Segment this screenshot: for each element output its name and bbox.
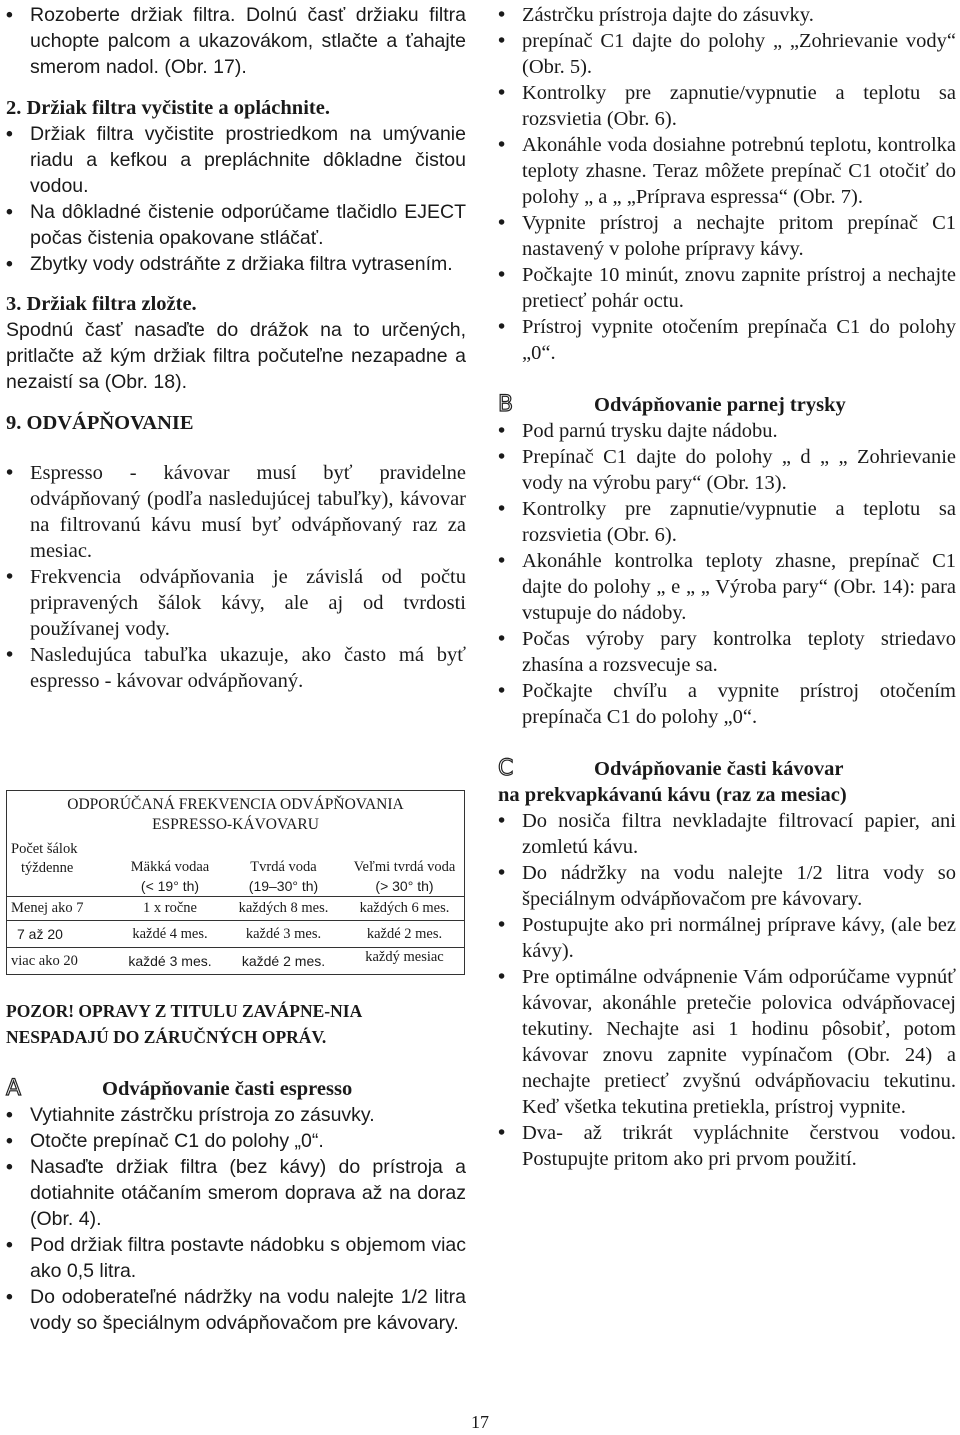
section-b-list (498, 418, 956, 730)
list-item: • Akonáhle kontrolka teploty zhasne, prepínač C1 dajte do polohy „ e „ „ Výroba pary“ (Obr. 14): para vstupuje do nádoby. (498, 548, 956, 626)
list-item: • Do nosiča filtra nevkladajte filtrovací papier, ani zomletú kávu. (498, 808, 956, 860)
table-cell: každé 4 mes. (118, 921, 222, 948)
table-cell: každé 3 mes. (118, 948, 222, 975)
section-c-subtitle: na prekvapkávanú kávu (raz za mesiac) (498, 784, 847, 806)
intro-list (6, 2, 466, 80)
list-item: • Držiak filtra vyčistite prostriedkom na umývanie riadu a kefkou a prepláchnite dôkladne čistou vodou. (6, 121, 466, 199)
table-cell: 1 x ročne (118, 897, 222, 921)
header-name: Mäkká vodaa (130, 859, 210, 875)
decalcification-frequency-table (6, 790, 465, 975)
table-title-line1: ODPORÚČANÁ FREKVENCIA ODVÁPŇOVANIA (67, 796, 404, 813)
list-item: • Pod držiak filtra postavte nádobku s objemom viac ako 0,5 litra. (6, 1232, 466, 1284)
table-cell: každý mesiac (345, 948, 465, 975)
section-a-title: Odvápňovanie časti espresso (102, 1078, 353, 1100)
table-header-cell (222, 838, 345, 897)
step3-heading: 3. Držiak filtra zložte. (6, 293, 197, 315)
list-item: • Dva- až trikrát vypláchnite čerstvou vodou. Postupujte pritom ako pri prvom použití. (498, 1120, 956, 1172)
left-column-lower (6, 998, 466, 1336)
list-item: • Vytiahnite zástrčku prístroja zo zásuvky. (6, 1102, 466, 1128)
table-cell: každých 6 mes. (345, 897, 465, 921)
table-caption (7, 791, 465, 839)
corner-label-2: týždenne (21, 860, 74, 876)
section-c-list (498, 808, 956, 1172)
list-item: • Zástrčku prístroja dajte do zásuvky. (498, 2, 956, 28)
section-c-heading (498, 756, 956, 782)
list-item: • Počkajte 10 minút, znovu zapnite prístroj a nechajte pretiecť pohár octu. (498, 262, 956, 314)
table-header-cell (118, 838, 222, 897)
table-cell: každé 2 mes. (222, 948, 345, 975)
section-a-heading (6, 1076, 466, 1102)
list-item: • Do nádržky na vodu nalejte 1/2 litra vody so špeciálnym odvápňovačom pre kávovary. (498, 860, 956, 912)
row-label: viac ako 20 (7, 948, 119, 975)
table-row (7, 921, 465, 948)
list-item: • Rozoberte držiak filtra. Dolnú časť držiaku filtra uchopte palcom a ukazovákom, stlačte a ťahajte smerom nadol. (Obr. 17). (6, 2, 466, 80)
header-range: (19–30° th) (248, 878, 319, 894)
list-item: • Prepínač C1 dajte do polohy „ d „ „ Zohrievanie vody na výrobu pary“ (Obr. 13). (498, 444, 956, 496)
right-top-list (498, 2, 956, 366)
list-item: • Akonáhle voda dosiahne potrebnú teplotu, kontrolka teploty zhasne. Teraz môžete prepínač C1 otočiť do polohy „ a „ „Príprava espressa“ (Obr. 7). (498, 132, 956, 210)
section-a-list (6, 1102, 466, 1336)
list-item: • Postupujte ako pri normálnej príprave kávy, (ale bez kávy). (498, 912, 956, 964)
warning-text: POZOR! OPRAVY Z TITULU ZAVÁPNE-NIA NESPADAJÚ DO ZÁRUČNÝCH OPRÁV. (6, 1001, 362, 1047)
list-item: • Počas výroby pary kontrolka teploty striedavo zhasína a rozsvecuje sa. (498, 626, 956, 678)
header-name: Veľmi tvrdá voda (353, 859, 456, 875)
section-c-letter: C (498, 756, 514, 781)
list-item: • Frekvencia odvápňovania je závislá od počtu pripravených šálok kávy, ale aj od tvrdosti používanej vody. (6, 564, 466, 642)
left-column (6, 0, 466, 694)
section-a-letter: A (6, 1076, 22, 1101)
table-cell: každé 2 mes. (345, 921, 465, 948)
list-item: • Zbytky vody odstráňte z držiaka filtra vytrasením. (6, 251, 466, 277)
list-item: • Prístroj vypnite otočením prepínača C1 do polohy „0“. (498, 314, 956, 366)
step3-text: Spodnú časť nasaďte do drážok na to určených, pritlačte až kým držiak filtra počuteľne nezapadne a nezaistí sa (Obr. 18). (6, 319, 466, 393)
list-item: • Pre optimálne odvápnenie Vám odporúčame vypnúť kávovar, akonáhle pretečie polovica odvápňovacej tekutiny. Nechajte asi 1 hodinu pôsobiť, potom kávovar znovu zapnite vypínačom (Obr. 24) a nechajte pretiecť zvyšnú odvápňovaciu tekutinu. Keď všetka tekutina pretiekla, prístroj vypnite. (498, 964, 956, 1120)
table-row (7, 897, 465, 921)
step2-list (6, 121, 466, 277)
list-item: • Pod parnú trysku dajte nádobu. (498, 418, 956, 444)
list-item: • Espresso - kávovar musí byť pravidelne odvápňovaný (podľa nasledujúcej tabuľky), kávovar na filtrovanú kávu musí byť odvápňovaný raz za mesiac. (6, 460, 466, 564)
list-item: • prepínač C1 dajte do polohy „ „Zohrievanie vody“ (Obr. 5). (498, 28, 956, 80)
section9-heading: 9. ODVÁPŇOVANIE (6, 412, 194, 434)
page-number: 17 (471, 1412, 489, 1432)
section-b-letter: B (498, 392, 514, 417)
step2-heading: 2. Držiak filtra vyčistite a opláchnite. (6, 97, 330, 119)
section-c-title: Odvápňovanie časti kávovar (594, 758, 844, 780)
list-item: • Otočte prepínač C1 do polohy „0“. (6, 1128, 466, 1154)
row-label: Menej ako 7 (7, 897, 119, 921)
corner-label-1: Počet šálok (11, 841, 78, 857)
list-item: • Do odoberateľné nádržky na vodu nalejte 1/2 litra vody so špeciálnym odvápňovačom pre kávovary. (6, 1284, 466, 1336)
section-b-title: Odvápňovanie parnej trysky (594, 394, 846, 416)
right-column (498, 0, 956, 1172)
list-item: • Nasaďte držiak filtra (bez kávy) do prístroja a dotiahnite otáčaním smerom doprava až na doraz (Obr. 4). (6, 1154, 466, 1232)
table-corner-header (7, 838, 119, 897)
table-row (7, 948, 465, 975)
table-header-cell (345, 838, 465, 897)
table-cell: každé 3 mes. (222, 921, 345, 948)
list-item: • Kontrolky pre zapnutie/vypnutie a teplotu sa rozsvietia (Obr. 6). (498, 496, 956, 548)
table-cell: každých 8 mes. (222, 897, 345, 921)
header-range: (< 19° th) (140, 878, 200, 894)
list-item: • Vypnite prístroj a nechajte pritom prepínač C1 nastavený v polohe prípravy kávy. (498, 210, 956, 262)
list-item: • Nasledujúca tabuľka ukazuje, ako často má byť espresso - kávovar odvápňovaný. (6, 642, 466, 694)
list-item: • Na dôkladné čistenie odporúčame tlačidlo EJECT počas čistenia opakovane stláčať. (6, 199, 466, 251)
list-item: • Kontrolky pre zapnutie/vypnutie a teplotu sa rozsvietia (Obr. 6). (498, 80, 956, 132)
section9-list (6, 460, 466, 694)
section-b-heading (498, 392, 956, 418)
row-label: 7 až 20 (7, 921, 119, 948)
table-title-line2: ESPRESSO-KÁVOVARU (152, 816, 319, 833)
header-name: Tvrdá voda (250, 859, 317, 875)
header-range: (> 30° th) (375, 878, 434, 894)
list-item: • Počkajte chvíľu a vypnite prístroj otočením prepínača C1 do polohy „0“. (498, 678, 956, 730)
